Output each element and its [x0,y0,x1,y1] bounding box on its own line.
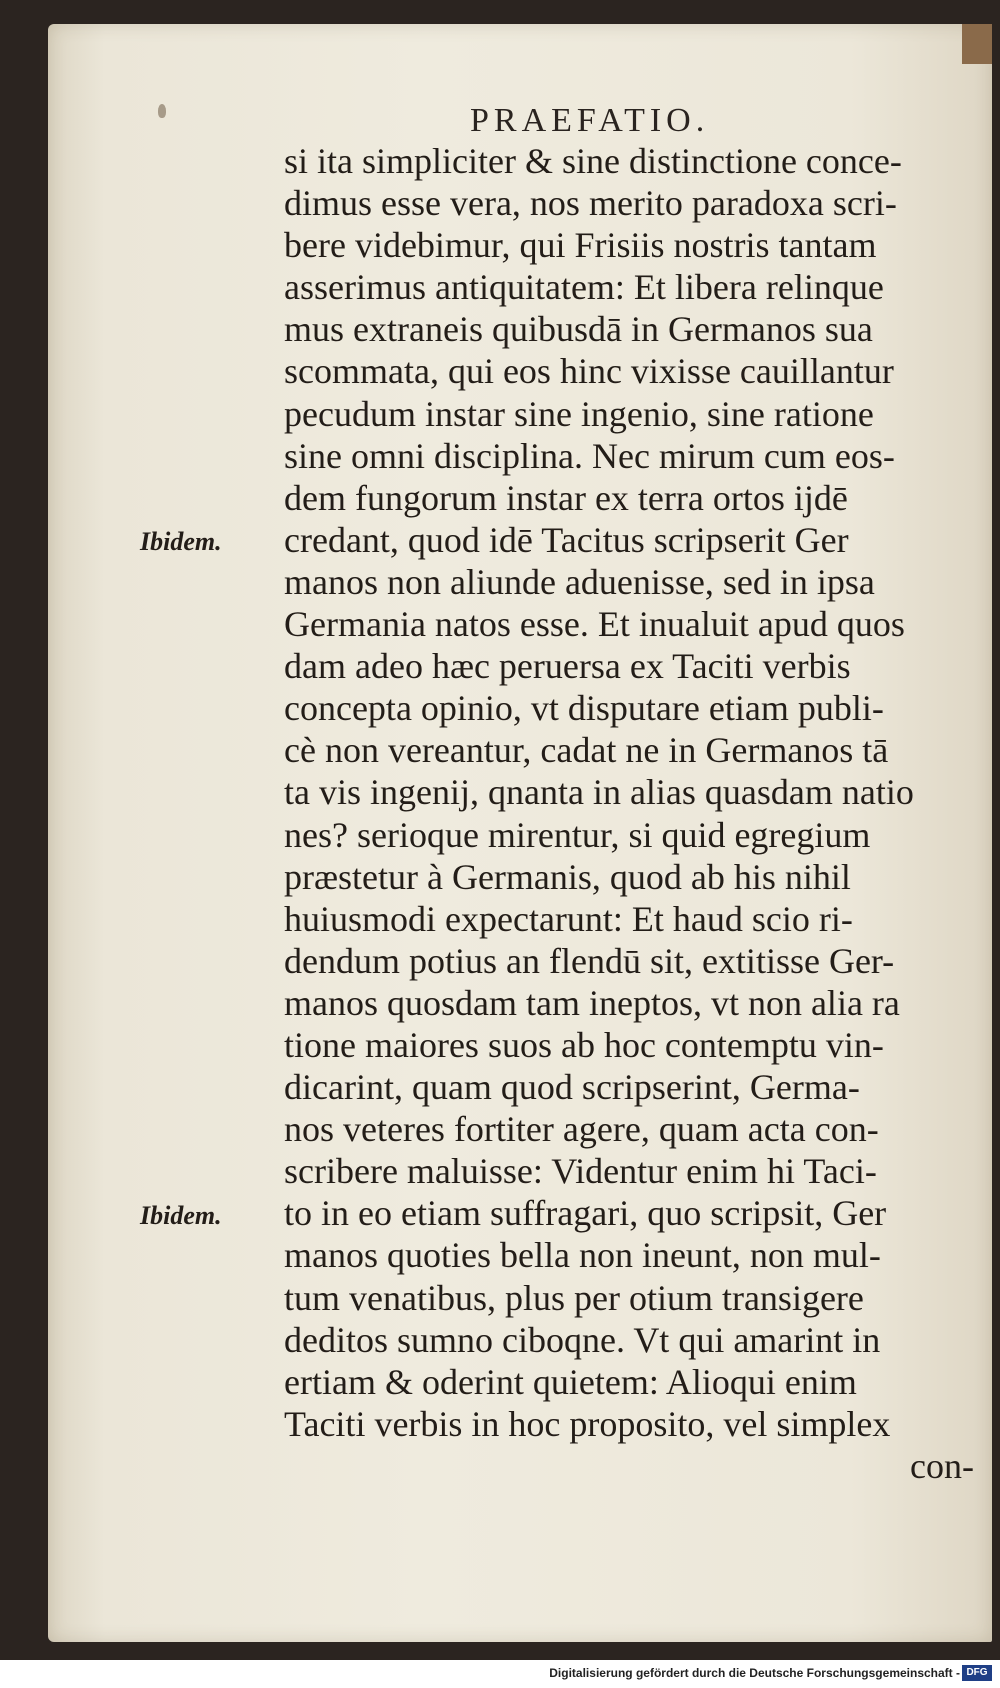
text-line: scommata, qui eos hinc vixisse cauillantur [284,351,894,392]
text-line: bere videbimur, qui Frisiis nostris tantam [284,225,877,266]
text-line: dimus esse vera, nos merito paradoxa scri- [284,183,897,224]
text-line: sine omni disciplina. Nec mirum cum eos- [284,435,895,476]
text-line: nes? serioque mirentur, si quid egregium [284,814,871,855]
text-line: manos quoties bella non ineunt, non mul- [284,1235,881,1276]
text-line: pecudum instar sine ingenio, sine ratione [284,393,874,434]
text-line: si ita simpliciter & sine distinctione conce- [284,141,902,181]
body-text [284,140,974,1487]
text-line: ertiam & oderint quietem: Alioqui enim [284,1361,857,1402]
catchword: con- [910,1445,974,1486]
text-line: cè non vereantur, cadat ne in Germanos tā [284,730,889,771]
text-line: mus extraneis quibusdā in Germanos sua [284,309,873,350]
footer-credit: Digitalisierung gefördert durch die Deutsche Forschungsgemeinschaft - [549,1666,960,1680]
text-line: asserimus antiquitatem: Et libera relinque [284,267,884,308]
text-line: tione maiores suos ab hoc contemptu vin- [284,1024,884,1065]
text-line: scribere maluisse: Videntur enim hi Taci- [284,1151,877,1192]
text-line: concepta opinio, vt disputare etiam publi- [284,688,884,729]
text-line: nos veteres fortiter agere, quam acta con- [284,1109,879,1150]
marginal-note: Ibidem. [140,1200,222,1230]
text-line: dam adeo hæc peruersa ex Taciti verbis [284,646,851,687]
dfg-logo: DFG [962,1665,992,1681]
page-edge-tab [962,24,992,64]
text-line: dicarint, quam quod scripserint, Germa- [284,1067,860,1108]
text-line: Taciti verbis in hoc proposito, vel simplex [284,1403,891,1444]
text-line: manos non aliunde aduenisse, sed in ipsa [284,561,875,602]
text-line: dem fungorum instar ex terra ortos ijdē [284,477,848,518]
running-head: PRAEFATIO. [470,102,710,139]
marginal-note: Ibidem. [140,526,222,556]
ink-mark [158,104,166,118]
text-line: dendum potius an flendū sit, extitisse Ger- [284,940,895,981]
text-line: huiusmodi expectarunt: Et haud scio ri- [284,898,853,939]
text-line: ta vis ingenij, qnanta in alias quasdam natio [284,772,914,813]
text-line: credant, quod idē Tacitus scripserit Ger [284,519,849,560]
text-line: præstetur à Germanis, quod ab his nihil [284,856,851,897]
text-line: deditos sumno ciboqne. Vt qui amarint in [284,1319,881,1360]
text-line: tum venatibus, plus per otium transigere [284,1277,864,1318]
text-line: manos quosdam tam ineptos, vt non alia ra [284,982,900,1023]
text-line: to in eo etiam suffragari, quo scripsit, Ger [284,1193,887,1234]
text-line: Germania natos esse. Et inualuit apud quos [284,604,905,645]
